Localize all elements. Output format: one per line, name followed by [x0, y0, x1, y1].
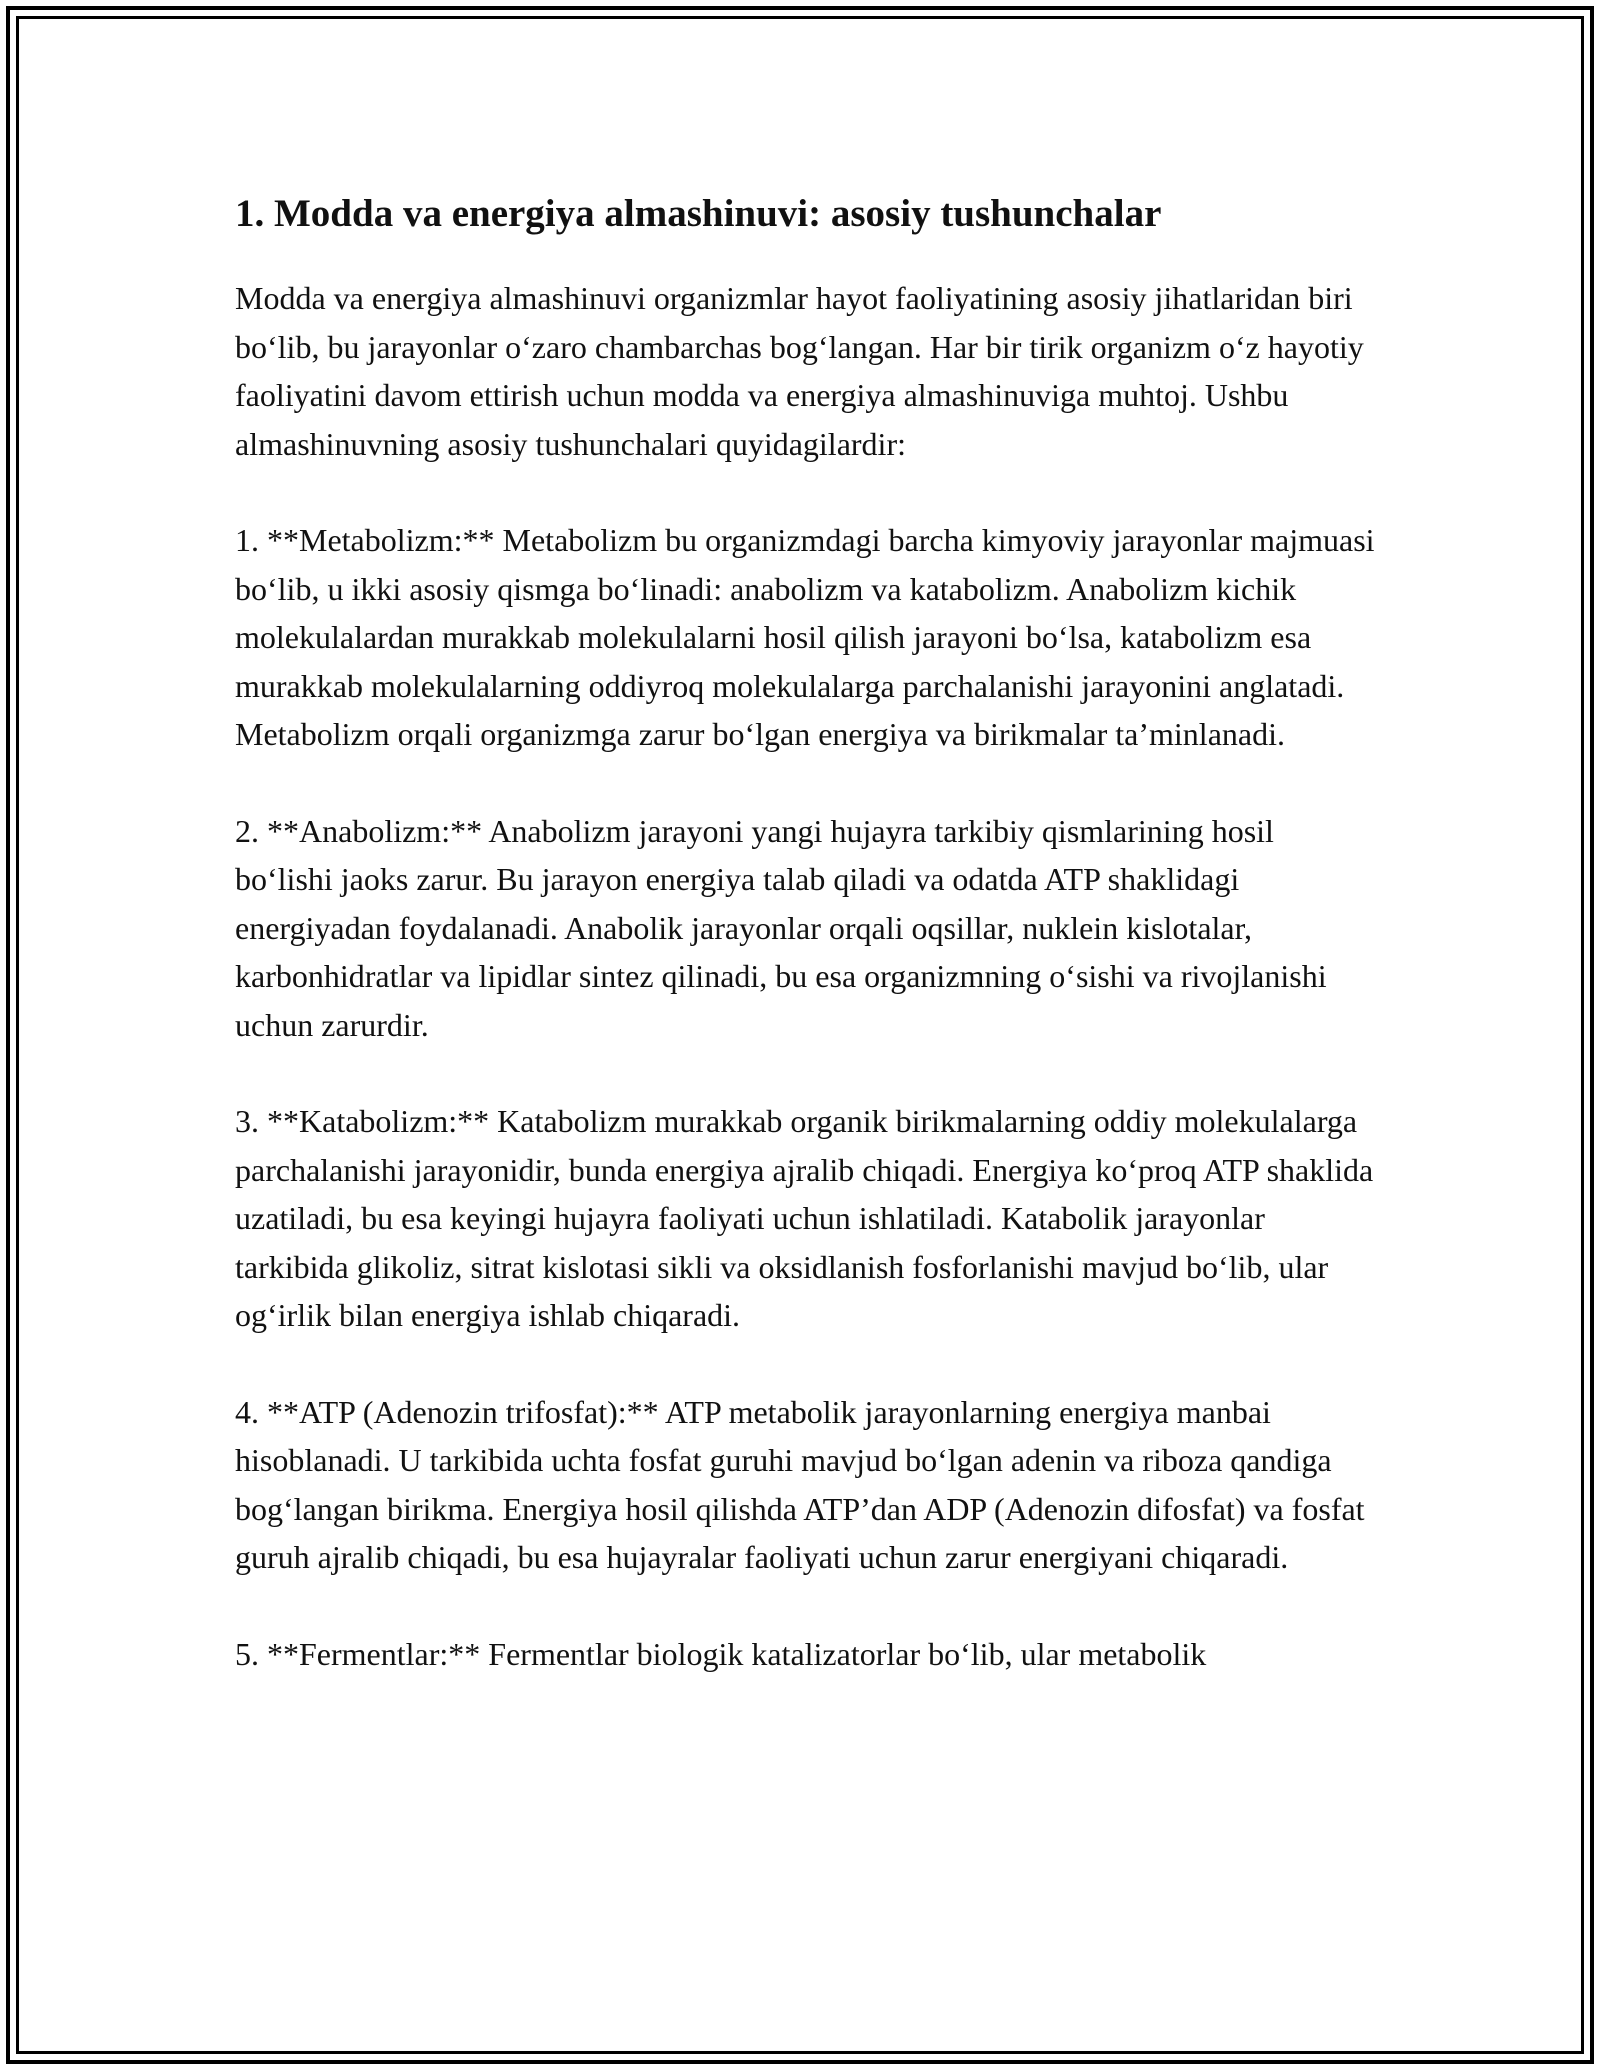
paragraph-katabolizm: 3. **Katabolizm:** Katabolizm murakkab organik birikmalarning oddiy molekulalarga parchalanishi jarayonidir, bunda energiya ajralib chiqadi. Energiya ko‘proq ATP shaklida uzatiladi, bu esa keyingi hujayra faoliyati uchun ishlatiladi. Katabolik jarayonlar tarkibida glikoliz, sitrat kislotasi sikli va oksidlanish fosforlanishi mavjud bo‘lib, ular og‘irlik bilan energiya ishlab chiqaradi. [235, 1103, 1374, 1333]
document-body [235, 186, 1375, 1726]
paragraph-fermentlar: 5. **Fermentlar:** Fermentlar biologik katalizatorlar bo‘lib, ular metabolik [235, 1635, 1207, 1672]
section-title: 1. Modda va energiya almashinuvi: asosiy tushunchalar [235, 192, 1162, 235]
intro-paragraph: Modda va energiya almashinuvi organizmlar hayot faoliyatining asosiy jihatlaridan biri bo‘lib, bu jarayonlar o‘zaro chambarchas bog‘langan. Har bir tirik organizm o‘z hayotiy faoliyatini davom ettirish uchun modda va energiya almashinuviga muhtoj. Ushbu almashinuvning asosiy tushunchalari quyidagilardir: [235, 280, 1364, 462]
paragraph-anabolizm: 2. **Anabolizm:** Anabolizm jarayoni yangi hujayra tarkibiy qismlarining hosil bo‘lishi jaoks zarur. Bu jarayon energiya talab qiladi va odatda ATP shaklidagi energiyadan foydalanadi. Anabolik jarayonlar orqali oqsillar, nuklein kislotalar, karbonhidratlar va lipidlar sintez qilinadi, bu esa organizmning o‘sishi va rivojlanishi uchun zarurdir. [235, 812, 1327, 1043]
paragraph-atp: 4. **ATP (Adenozin trifosfat):** ATP metabolik jarayonlarning energiya manbai hisoblanadi. U tarkibida uchta fosfat guruhi mavjud bo‘lgan adenin va riboza qandiga bog‘langan birikma. Energiya hosil qilishda ATP’dan ADP (Adenozin difosfat) va fosfat guruh ajralib chiqadi, bu esa hujayralar faoliyati uchun zarur energiyani chiqaradi. [235, 1393, 1365, 1575]
paragraph-metabolizm: 1. **Metabolizm:** Metabolizm bu organizmdagi barcha kimyoviy jarayonlar majmuasi bo‘lib, u ikki asosiy qismga bo‘linadi: anabolizm va katabolizm. Anabolizm kichik molekulalardan murakkab molekulalarni hosil qilish jarayoni bo‘lsa, katabolizm esa murakkab molekulalarning oddiyroq molekulalarga parchalanishi jarayonini anglatadi. Metabolizm orqali organizmga zarur bo‘lgan energiya va birikmalar ta’minlanadi. [235, 522, 1375, 752]
